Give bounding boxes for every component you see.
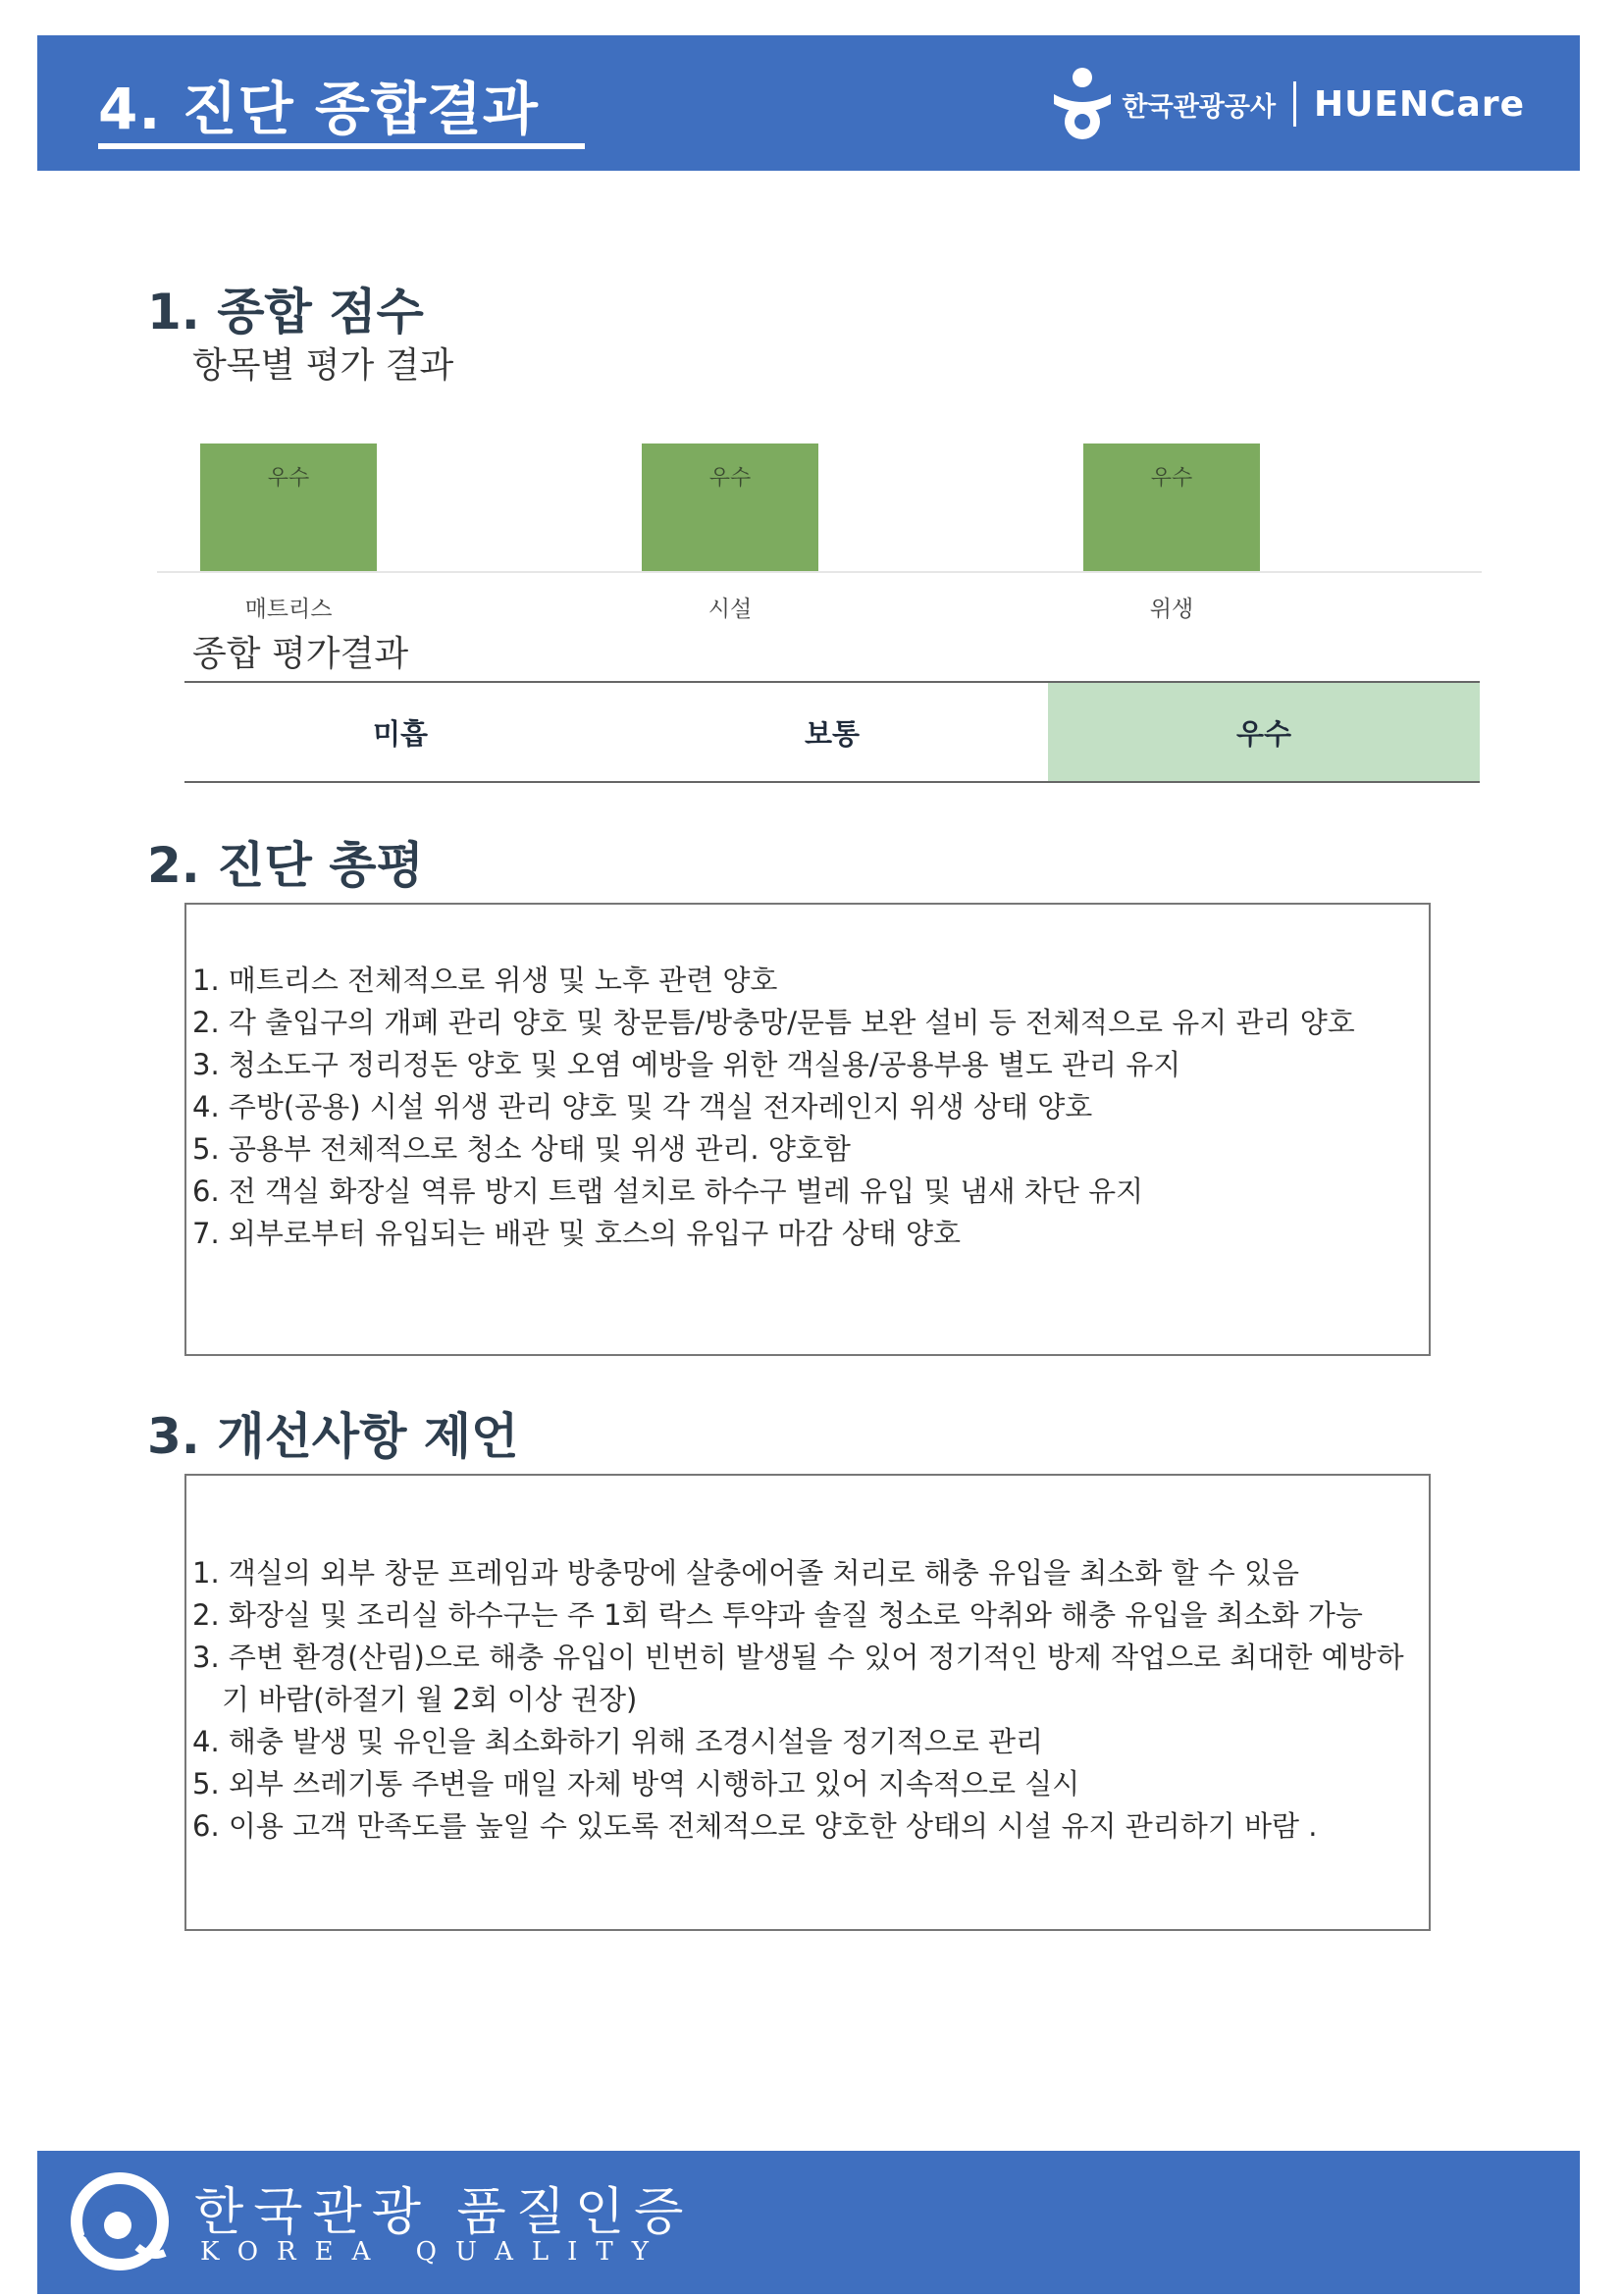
- list-item: 5. 공용부 전체적으로 청소 상태 및 위생 관리. 양호함: [192, 1132, 851, 1166]
- suggestion-list: [186, 1552, 1429, 1848]
- chart-category-label: 매트리스: [244, 597, 333, 622]
- chart-data-label: 우수: [267, 466, 310, 491]
- footer-brand-english: KOREA QUALITY: [200, 2237, 667, 2267]
- list-item: 기 바람(하절기 월 2회 이상 권장): [222, 1683, 638, 1716]
- list-item: 2. 화장실 및 조리실 하수구는 주 1회 락스 투약과 솔질 청소로 악취와 해충 유입을 최소화 가능: [192, 1598, 1363, 1632]
- chart-data-label: 우수: [1150, 466, 1193, 491]
- summary-box: [184, 903, 1431, 1356]
- grade-cell: 보통: [804, 716, 861, 751]
- grade-cell: 미흡: [372, 716, 429, 751]
- logo-separator: [1293, 81, 1296, 127]
- grade-cell: 우수: [1048, 683, 1480, 781]
- chart-data-label: 우수: [708, 466, 752, 491]
- list-item: 4. 해충 발생 및 유인을 최소화하기 위해 조경시설을 정기적으로 관리: [192, 1725, 1044, 1758]
- section-title-summary: 2. 진단 총평: [147, 837, 424, 894]
- chart-category-label: 위생: [1149, 597, 1194, 622]
- section-title-score: 1. 종합 점수: [147, 284, 424, 340]
- chart-baseline: [157, 571, 1482, 573]
- page-header: [37, 35, 1580, 171]
- summary-list: [186, 960, 1429, 1255]
- korea-quality-emblem-icon: [69, 2170, 171, 2272]
- overall-grade-table: [184, 681, 1480, 783]
- partner-logo: HUENCare: [1314, 83, 1525, 125]
- section-subtitle-overall: 종합 평가결과: [192, 634, 409, 674]
- chart-category-label: 시설: [707, 597, 753, 622]
- header-logo: [1052, 65, 1525, 143]
- title-underline: [98, 143, 585, 149]
- list-item: 4. 주방(공용) 시설 위생 관리 양호 및 각 객실 전자레인지 위생 상태 양호: [192, 1090, 1093, 1123]
- evaluation-bar-chart: [157, 432, 1482, 628]
- list-item: 6. 이용 고객 만족도를 높일 수 있도록 전체적으로 양호한 상태의 시설 유지 관리하기 바람 .: [192, 1809, 1318, 1843]
- org-name: 한국관광공사: [1122, 91, 1277, 123]
- list-item: 3. 청소도구 정리정돈 양호 및 오염 예방을 위한 객실용/공용부용 별도 관리 유지: [192, 1048, 1181, 1081]
- list-item: 3. 주변 환경(산림)으로 해충 유입이 빈번히 발생될 수 있어 정기적인 방제 작업으로 최대한 예방하: [192, 1641, 1404, 1674]
- page-footer: [37, 2151, 1580, 2294]
- list-item: 7. 외부로부터 유입되는 배관 및 호스의 유입구 마감 상태 양호: [192, 1217, 961, 1250]
- suggestions-box: [184, 1474, 1431, 1931]
- list-item: 1. 객실의 외부 창문 프레임과 방충망에 살충에어졸 처리로 해충 유입을 최소화 할 수 있음: [192, 1556, 1299, 1590]
- page-title: 4. 진단 종합결과: [98, 76, 539, 142]
- list-item: 2. 각 출입구의 개폐 관리 양호 및 창문틈/방충망/문틈 보완 설비 등 전체적으로 유지 관리 양호: [192, 1006, 1355, 1039]
- kto-person-icon: [1052, 65, 1113, 143]
- list-item: 1. 매트리스 전체적으로 위생 및 노후 관련 양호: [192, 964, 778, 997]
- footer-brand-korean: 한국관광 품질인증: [194, 2183, 694, 2242]
- list-item: 6. 전 객실 화장실 역류 방지 트랩 설치로 하수구 벌레 유입 및 냄새 차단 유지: [192, 1174, 1144, 1208]
- section-title-suggestions: 3. 개선사항 제언: [147, 1408, 519, 1465]
- list-item: 5. 외부 쓰레기통 주변을 매일 자체 방역 시행하고 있어 지속적으로 실시: [192, 1767, 1080, 1800]
- section-subtitle-items: 항목별 평가 결과: [192, 345, 454, 386]
